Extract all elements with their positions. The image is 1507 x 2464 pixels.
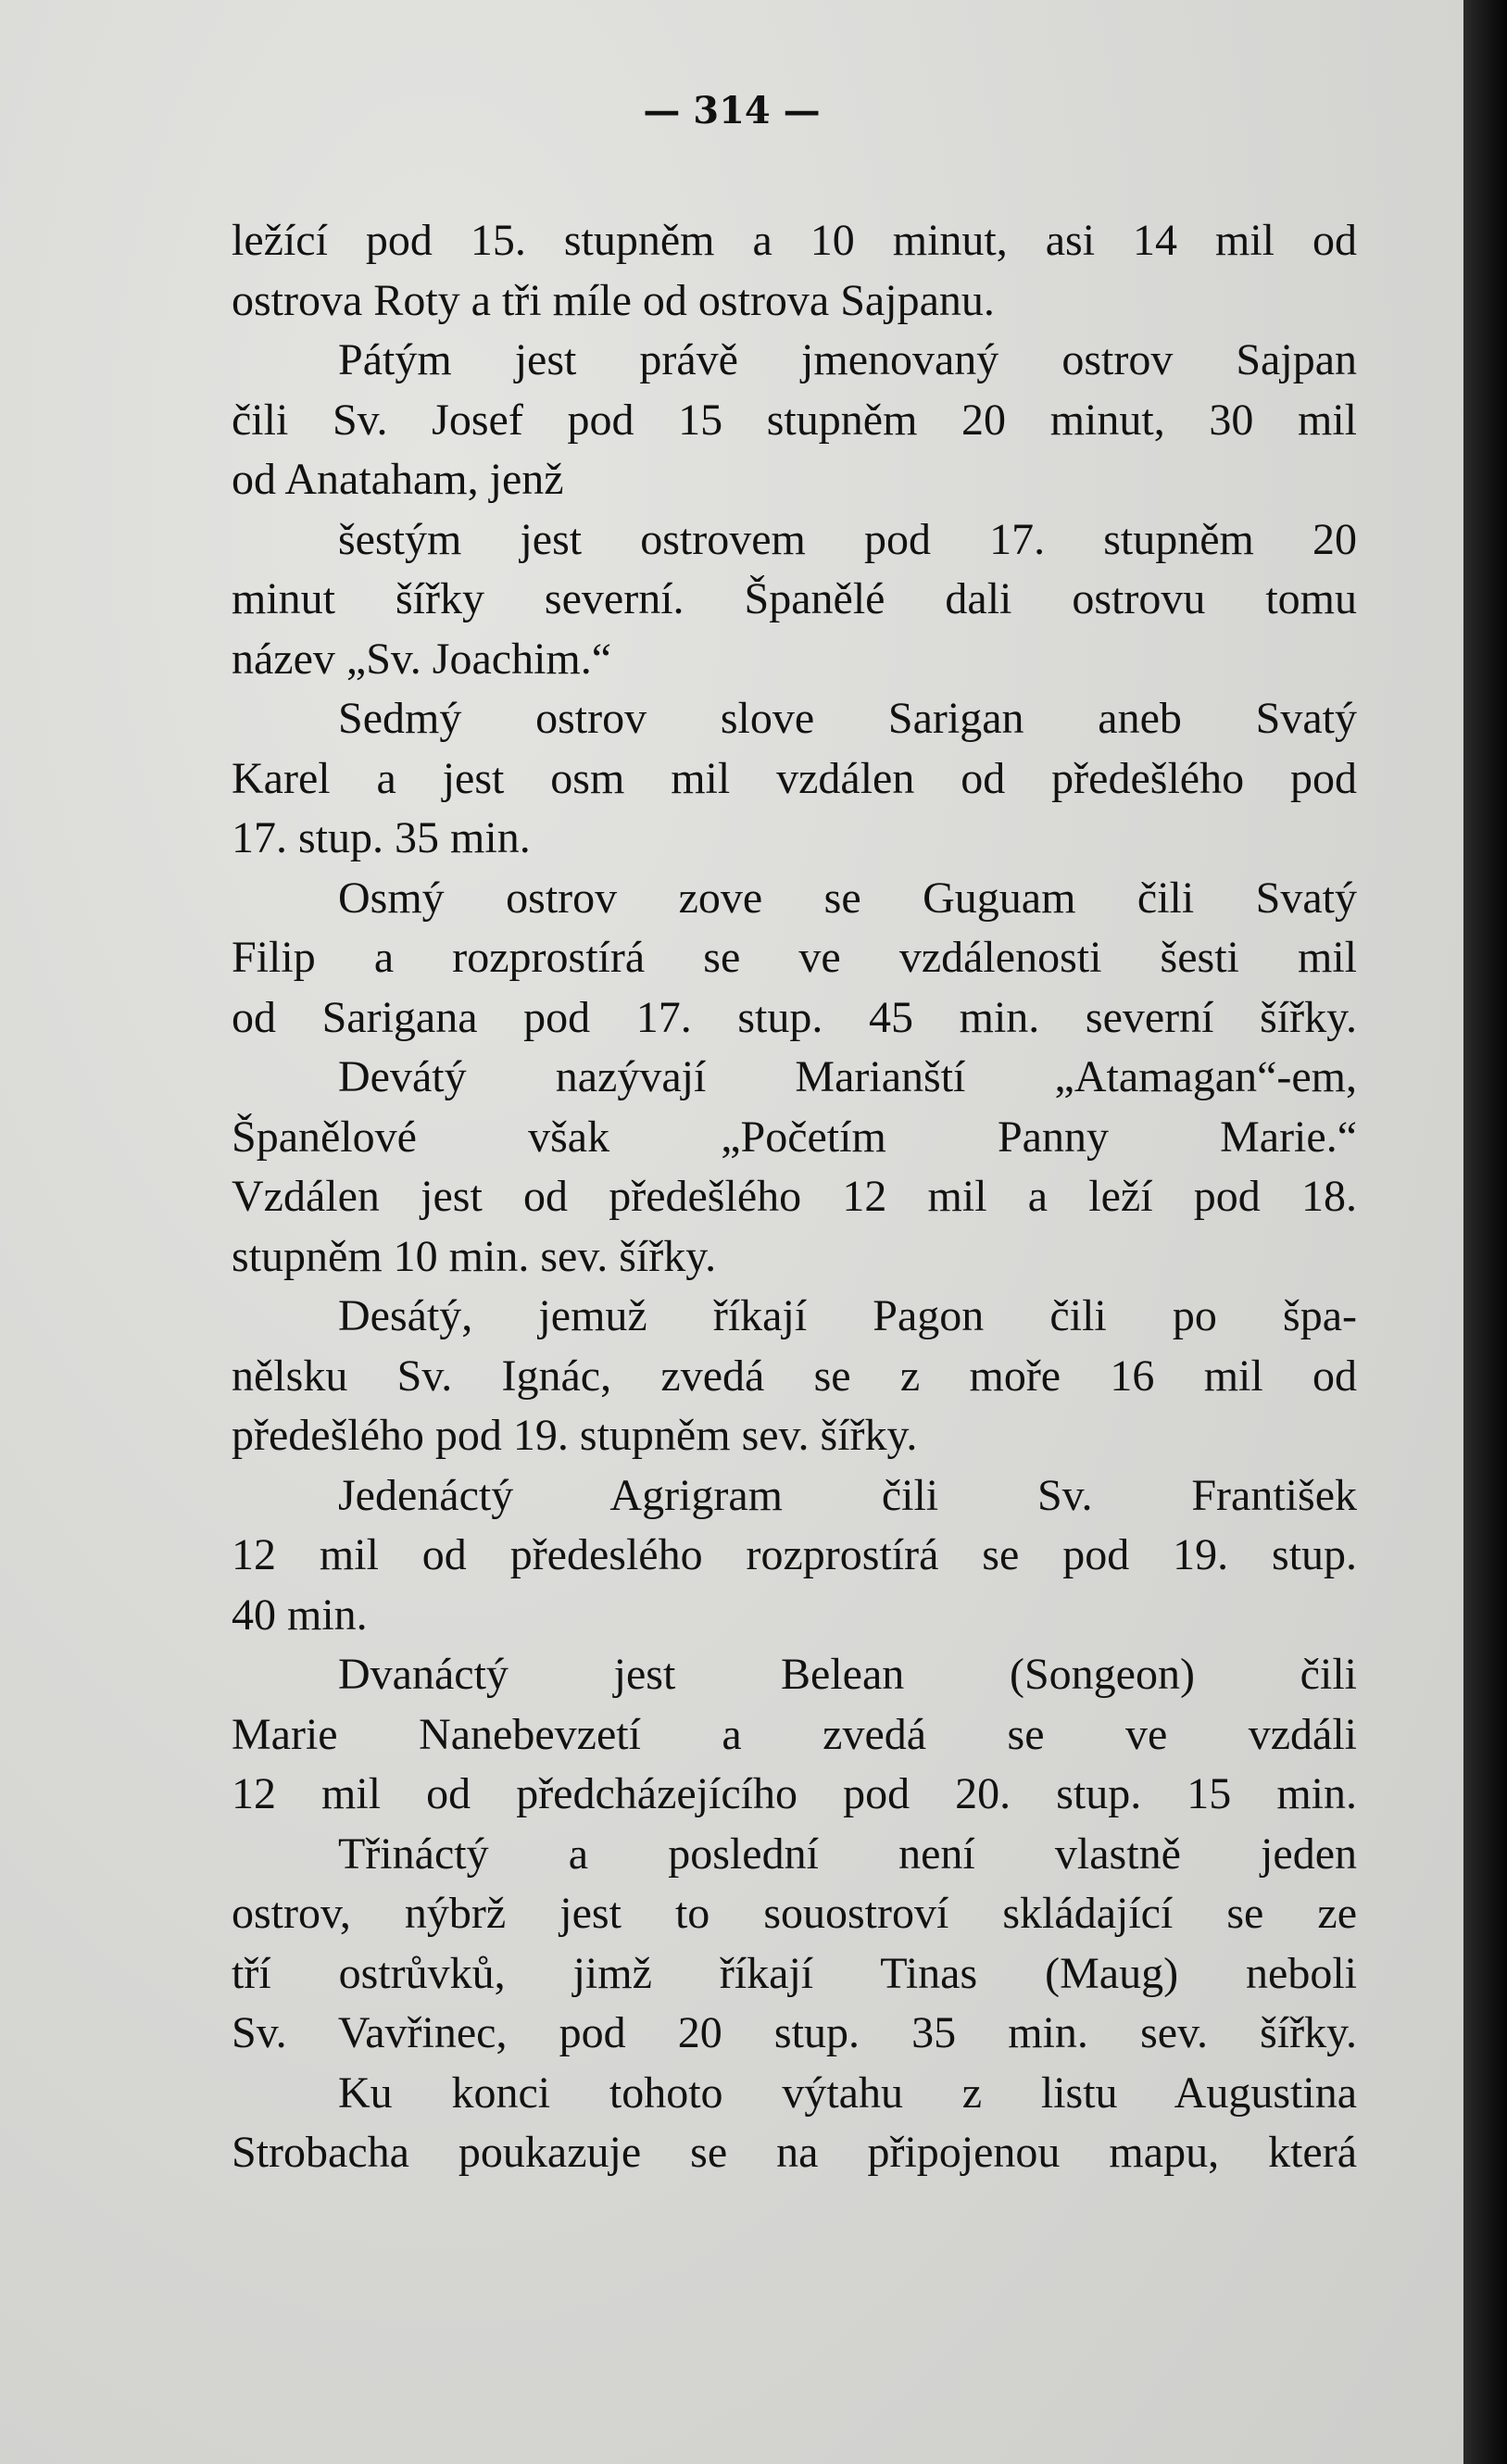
- text-line: tří ostrůvků, jimž říkají Tinas (Maug) neboli: [232, 1948, 1357, 1998]
- text-line: Marie Nanebevzetí a zvedá se ve vzdáli: [232, 1709, 1357, 1759]
- text-line: minut šířky severní. Španělé dali ostrovu tomu: [232, 574, 1357, 623]
- text-line: od Anataham, jenž: [232, 455, 564, 504]
- text-line: Devátý nazývají Marianští „Atamagan“-em,: [338, 1052, 1357, 1101]
- text-line: Třináctý a poslední není vlastně jeden: [338, 1829, 1357, 1879]
- text-line: Dvanáctý jest Belean (Songeon) čili: [338, 1650, 1357, 1699]
- body-text: [232, 211, 1357, 2183]
- scan-edge: [1463, 0, 1507, 2464]
- text-line: stupněm 10 min. sev. šířky.: [232, 1231, 717, 1281]
- text-line: ostrova Roty a tři míle od ostrova Sajpanu.: [232, 275, 995, 325]
- text-line: ostrov, nýbrž jest to souostroví skládající se ze: [232, 1889, 1357, 1938]
- text-line: Sv. Vavřinec, pod 20 stup. 35 min. sev. šířky.: [232, 2008, 1357, 2057]
- text-line: Karel a jest osm mil vzdálen od předešlého pod: [232, 753, 1357, 803]
- text-line: Španělové však „Početím Panny Marie.“: [232, 1112, 1357, 1162]
- text-line: 40 min.: [232, 1590, 368, 1640]
- text-line: Pátým jest právě jmenovaný ostrov Sajpan: [338, 335, 1357, 384]
- text-line: Vzdálen jest od předešlého 12 mil a leží pod 18.: [232, 1172, 1357, 1221]
- text-line: nělsku Sv. Ignác, zvedá se z moře 16 mil od: [232, 1351, 1357, 1401]
- text-line: 17. stup. 35 min.: [232, 813, 531, 862]
- text-line: od Sarigana pod 17. stup. 45 min. severní šířky.: [232, 992, 1357, 1042]
- text-line: čili Sv. Josef pod 15 stupněm 20 minut, 30 mil: [232, 395, 1357, 445]
- text-line: Strobacha poukazuje se na připojenou mapu, která: [232, 2128, 1357, 2177]
- text-line: Desátý, jemuž říkají Pagon čili po špa-: [338, 1291, 1357, 1340]
- text-line: Sedmý ostrov slove Sarigan aneb Svatý: [338, 694, 1357, 743]
- text-line: Jedenáctý Agrigram čili Sv. František: [338, 1470, 1357, 1520]
- text-line: šestým jest ostrovem pod 17. stupněm 20: [338, 514, 1357, 564]
- text-line: Osmý ostrov zove se Guguam čili Svatý: [338, 873, 1357, 923]
- text-line: ležící pod 15. stupněm a 10 minut, asi 14 mil od: [232, 216, 1357, 265]
- text-line: Ku konci tohoto výtahu z listu Augustina: [338, 2068, 1357, 2118]
- page-number: — 314 —: [643, 89, 821, 132]
- text-line: 12 mil od předeslého rozprostírá se pod 19. stup.: [232, 1530, 1357, 1579]
- text-line: předešlého pod 19. stupněm sev. šířky.: [232, 1411, 918, 1460]
- text-line: Filip a rozprostírá se ve vzdálenosti šesti mil: [232, 933, 1357, 982]
- text-line: 12 mil od předcházejícího pod 20. stup. 15 min.: [232, 1769, 1357, 1818]
- text-line: název „Sv. Joachim.“: [232, 634, 612, 684]
